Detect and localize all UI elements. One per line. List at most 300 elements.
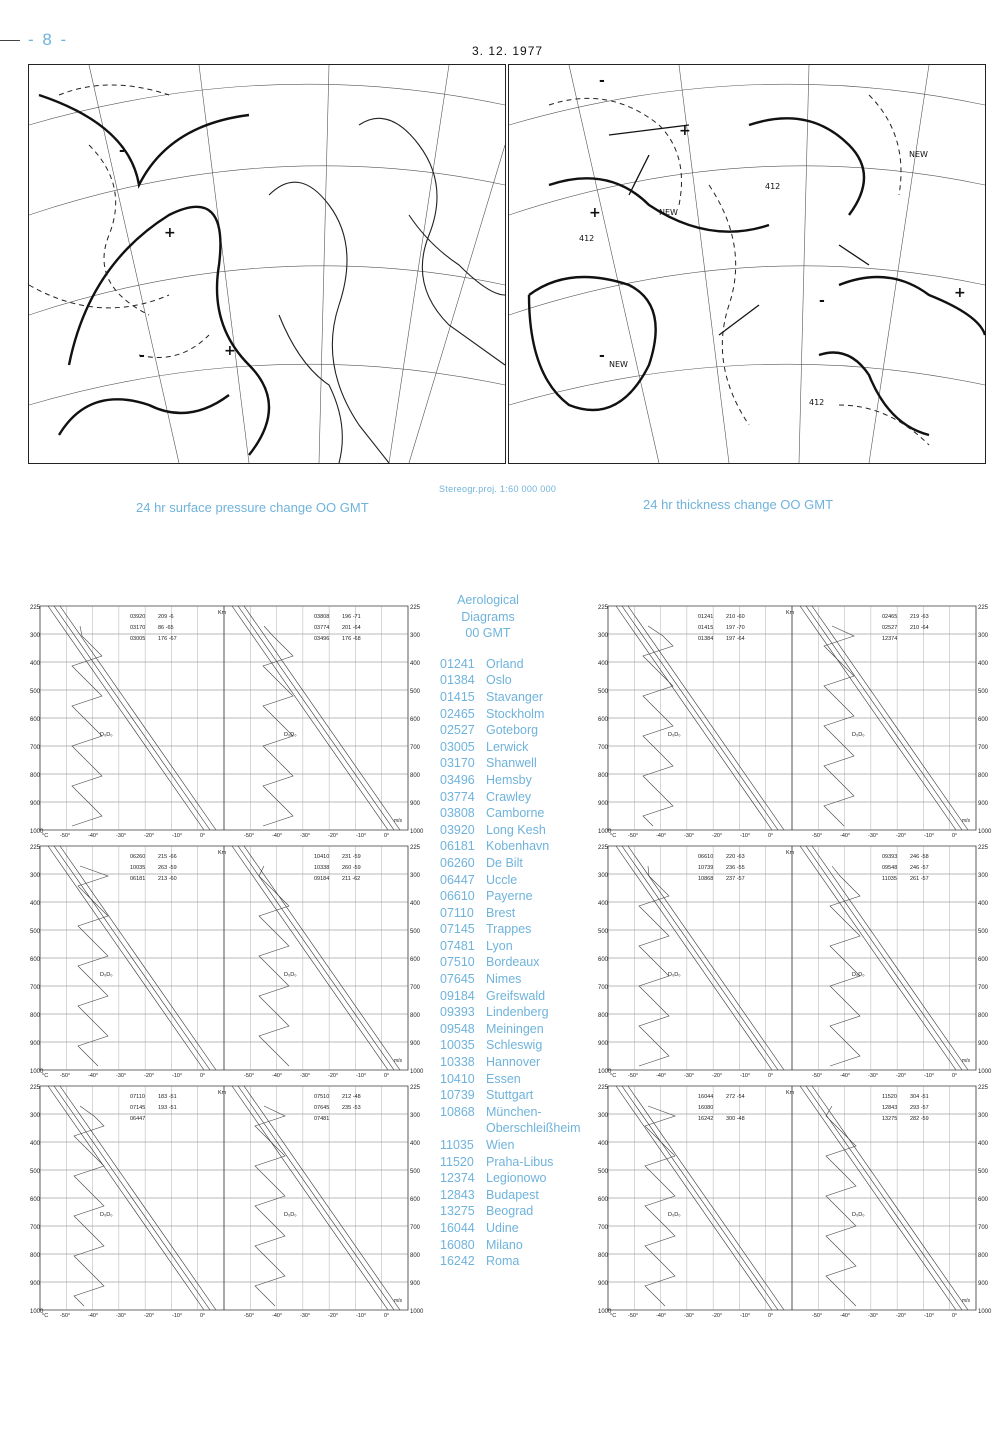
station-row <box>440 1187 590 1204</box>
station-row <box>440 938 590 955</box>
diagram-station-values: 201 -64 <box>342 625 361 631</box>
station-code: 12843 <box>440 1187 475 1202</box>
projection-note: Stereogr.proj. 1:60 000 000 <box>439 484 557 494</box>
pressure-level-label: 300 <box>410 633 421 639</box>
station-name: Stuttgart <box>486 1088 534 1103</box>
thickness-map-drawing <box>509 65 985 463</box>
pressure-level-label: 600 <box>978 957 989 963</box>
station-name: Roma <box>486 1254 520 1269</box>
temp-tick-label: -20° <box>328 1073 339 1079</box>
temp-tick-label: -10° <box>172 833 183 839</box>
temp-tick-label: -50° <box>244 1313 255 1319</box>
temp-tick-label: -20° <box>144 1313 155 1319</box>
pressure-level-label: 500 <box>978 929 989 935</box>
pressure-level-label: 800 <box>598 1253 609 1259</box>
iso-label-1: 412 <box>579 234 595 243</box>
diagram-station-code: 11035 <box>882 876 897 882</box>
diagram-station-code: 03920 <box>130 614 146 620</box>
temp-tick-label: 0° <box>200 833 206 839</box>
diagram-station-code: 07481 <box>314 1116 330 1122</box>
pressure-level-label: 1000 <box>30 1309 44 1315</box>
pressure-level-label: 800 <box>978 1253 989 1259</box>
temp-tick-label: -10° <box>740 833 751 839</box>
station-row <box>440 1087 590 1104</box>
diagram-station-values: 209 -6 <box>158 614 174 620</box>
station-row <box>440 954 590 971</box>
pressure-level-label: 400 <box>30 661 41 667</box>
station-name: De Bilt <box>486 855 523 870</box>
temp-tick-label: -30° <box>868 1073 879 1079</box>
station-name: Brest <box>486 905 516 920</box>
station-code: 02465 <box>440 706 475 721</box>
pressure-level-label: 600 <box>410 1197 421 1203</box>
pressure-level-label: 600 <box>598 957 609 963</box>
station-row <box>440 706 590 723</box>
pressure-level-label: 600 <box>410 957 421 963</box>
station-row <box>440 988 590 1005</box>
station-name: Stockholm <box>486 706 545 721</box>
temp-tick-label: -40° <box>840 833 851 839</box>
temp-tick-label: -40° <box>88 1073 99 1079</box>
pressure-level-label: 1000 <box>30 1069 44 1075</box>
pressure-level-label: 225 <box>30 1085 41 1091</box>
station-name: Essen <box>486 1071 521 1086</box>
diagram-station-code: 06181 <box>130 876 146 882</box>
station-code: 12374 <box>440 1171 475 1186</box>
pressure-level-label: 300 <box>30 633 41 639</box>
unit-c-label: °C <box>610 1313 617 1319</box>
station-code: 07110 <box>440 905 474 920</box>
pressure-level-label: 300 <box>30 873 41 879</box>
diagram-station-values: 210 -64 <box>910 625 929 631</box>
pressure-level-label: 225 <box>598 605 609 611</box>
temp-tick-label: 0° <box>768 1073 774 1079</box>
unit-ms-label: m/s <box>962 1298 971 1304</box>
diagram-station-code: 03496 <box>314 636 330 642</box>
station-code: 06260 <box>440 855 475 870</box>
diagram-station-code: 10868 <box>698 876 714 882</box>
station-code: 09548 <box>440 1021 475 1036</box>
station-code: 03170 <box>440 756 475 771</box>
temp-tick-label: -40° <box>840 1313 851 1319</box>
pressure-level-label: 800 <box>30 773 41 779</box>
station-name: Shanwell <box>486 756 537 771</box>
pressure-level-label: 500 <box>978 1169 989 1175</box>
pressure-level-label: 400 <box>978 901 989 907</box>
diagram-station-values: 219 -63 <box>910 614 929 620</box>
pressure-level-label: 600 <box>978 717 989 723</box>
diagram-station-code: 13275 <box>882 1116 898 1122</box>
diagram-station-values: 196 -71 <box>342 614 361 620</box>
station-row <box>440 755 590 772</box>
diagram-station-code: 09393 <box>882 854 898 860</box>
pressure-level-label: 900 <box>598 801 609 807</box>
pressure-level-label: 700 <box>410 745 421 751</box>
diagram-station-values: 211 -62 <box>342 876 361 882</box>
diagram-station-values: 193 -51 <box>158 1105 177 1111</box>
pressure-level-label: 225 <box>410 1085 421 1091</box>
station-row <box>440 1004 590 1021</box>
pressure-level-label: 600 <box>598 717 609 723</box>
pressure-level-label: 800 <box>598 773 609 779</box>
temp-tick-label: -40° <box>840 1073 851 1079</box>
station-name: Hemsby <box>486 772 532 787</box>
diagram-station-code: 12843 <box>882 1105 898 1111</box>
diagram-station-values: 220 -63 <box>726 854 745 860</box>
unit-km-label: Km <box>786 1090 795 1096</box>
unit-km-label: Km <box>218 850 227 856</box>
aerological-diagram-6 <box>598 1080 990 1318</box>
diagram-station-code: 01241 <box>698 614 714 620</box>
dd-label: D₀D₀ <box>668 1212 681 1218</box>
diagram-station-values: 260 -59 <box>342 865 361 871</box>
pressure-level-label: 800 <box>410 1013 421 1019</box>
diagram-station-values: 236 -55 <box>726 865 745 871</box>
pressure-level-label: 900 <box>30 1281 41 1287</box>
diagram-station-code: 01415 <box>698 625 714 631</box>
station-code: 01241 <box>440 656 475 671</box>
pressure-level-label: 500 <box>30 1169 41 1175</box>
diagram-station-code: 10410 <box>314 854 330 860</box>
station-row <box>440 789 590 806</box>
pressure-level-label: 400 <box>598 661 609 667</box>
diagram-station-code: 16242 <box>698 1116 714 1122</box>
pressure-level-label: 700 <box>30 745 41 751</box>
diagram-station-code: 09184 <box>314 876 330 882</box>
temp-tick-label: 0° <box>200 1313 206 1319</box>
unit-km-label: Km <box>786 850 795 856</box>
pressure-level-label: 400 <box>30 901 41 907</box>
svg-text:-: - <box>139 348 145 364</box>
diagram-station-code: 10338 <box>314 865 330 871</box>
diagram-station-values: 215 -66 <box>158 854 177 860</box>
pressure-level-label: 500 <box>30 929 41 935</box>
dd-label: D₀D₀ <box>852 972 865 978</box>
station-name: Bordeaux <box>486 955 540 970</box>
dd-label: D₀D₀ <box>100 972 113 978</box>
temp-tick-label: -40° <box>656 833 667 839</box>
station-name: Goteborg <box>486 723 539 738</box>
temp-tick-label: -30° <box>116 833 127 839</box>
station-code: 02527 <box>440 723 475 738</box>
station-name: Beograd <box>486 1204 534 1219</box>
station-row <box>440 656 590 673</box>
station-code: 01415 <box>440 689 475 704</box>
unit-c-label: °C <box>42 833 49 839</box>
temp-tick-label: 0° <box>952 833 958 839</box>
aerological-diagram-3 <box>30 840 422 1078</box>
pressure-level-label: 225 <box>410 605 421 611</box>
station-code: 09393 <box>440 1005 475 1020</box>
pressure-level-label: 1000 <box>410 829 424 835</box>
station-name: Payerne <box>486 889 533 904</box>
unit-ms-label: m/s <box>962 818 971 824</box>
temp-tick-label: 0° <box>952 1073 958 1079</box>
station-code <box>440 1120 486 1137</box>
temp-tick-label: -20° <box>712 1313 723 1319</box>
pressure-level-label: 500 <box>598 689 609 695</box>
station-name: Kobenhavn <box>486 839 550 854</box>
pressure-level-label: 900 <box>410 1041 421 1047</box>
station-code: 03808 <box>440 806 475 821</box>
pressure-level-label: 500 <box>598 929 609 935</box>
temp-tick-label: -30° <box>684 1073 695 1079</box>
station-code: 03496 <box>440 772 475 787</box>
thickness-change-map <box>508 64 986 464</box>
station-row <box>440 1237 590 1254</box>
station-row <box>440 1154 590 1171</box>
station-row <box>440 1054 590 1071</box>
temp-tick-label: -50° <box>60 1313 71 1319</box>
station-name: Budapest <box>486 1187 539 1202</box>
station-code: 06610 <box>440 889 475 904</box>
temp-tick-label: -20° <box>144 1073 155 1079</box>
station-name: Hannover <box>486 1055 541 1070</box>
station-row <box>440 1253 590 1270</box>
station-row <box>440 888 590 905</box>
temp-tick-label: -20° <box>896 1313 907 1319</box>
station-name: Praha-Libus <box>486 1154 554 1169</box>
svg-text:+: + <box>589 205 601 221</box>
temp-tick-label: 0° <box>200 1073 206 1079</box>
temp-tick-label: -30° <box>300 1073 311 1079</box>
svg-text:+: + <box>224 343 236 359</box>
temp-tick-label: 0° <box>768 833 774 839</box>
diagram-station-values: 237 -57 <box>726 876 745 882</box>
diagram-station-code: 03774 <box>314 625 330 631</box>
dd-label: D₀D₀ <box>100 1212 113 1218</box>
pressure-level-label: 800 <box>410 773 421 779</box>
dd-label: D₀D₀ <box>284 972 297 978</box>
temp-tick-label: -50° <box>812 833 823 839</box>
pressure-level-label: 400 <box>30 1141 41 1147</box>
pressure-level-label: 225 <box>598 1085 609 1091</box>
pressure-level-label: 300 <box>978 1113 989 1119</box>
pressure-level-label: 700 <box>978 985 989 991</box>
diagram-station-values: 261 -57 <box>910 876 929 882</box>
pressure-level-label: 300 <box>598 1113 609 1119</box>
pressure-level-label: 300 <box>598 873 609 879</box>
diagram-station-code: 09548 <box>882 865 898 871</box>
pressure-level-label: 700 <box>30 985 41 991</box>
temp-tick-label: -30° <box>300 833 311 839</box>
pressure-level-label: 700 <box>978 1225 989 1231</box>
unit-c-label: °C <box>42 1313 49 1319</box>
aerological-diagram-1 <box>30 600 422 838</box>
diagram-station-code: 06260 <box>130 854 146 860</box>
pressure-level-label: 1000 <box>978 1069 992 1075</box>
temp-tick-label: -20° <box>896 1073 907 1079</box>
temp-tick-label: 0° <box>384 833 390 839</box>
diagram-station-code: 07645 <box>314 1105 330 1111</box>
pressure-level-label: 500 <box>410 929 421 935</box>
pressure-level-label: 400 <box>410 661 421 667</box>
pressure-map-drawing <box>29 65 505 463</box>
diagram-station-values: 272 -54 <box>726 1094 745 1100</box>
station-row <box>440 1220 590 1237</box>
temp-tick-label: -10° <box>924 1313 935 1319</box>
station-code: 06181 <box>440 839 475 854</box>
new-label-2: NEW <box>659 208 678 217</box>
diagram-station-code: 16080 <box>698 1105 714 1111</box>
left-map-caption: 24 hr surface pressure change OO GMT <box>136 500 369 515</box>
station-name: Lerwick <box>486 739 529 754</box>
pressure-level-label: 900 <box>30 801 41 807</box>
pressure-level-label: 1000 <box>978 829 992 835</box>
diagram-station-code: 03005 <box>130 636 146 642</box>
diagram-station-code: 06610 <box>698 854 714 860</box>
diagram-station-code: 07145 <box>130 1105 146 1111</box>
temp-tick-label: -10° <box>740 1313 751 1319</box>
pressure-level-label: 800 <box>978 1013 989 1019</box>
station-row <box>440 805 590 822</box>
diagram-station-code: 02465 <box>882 614 898 620</box>
station-name: Oberschleißheim <box>486 1121 581 1136</box>
station-row <box>440 1071 590 1088</box>
surface-pressure-change-map <box>28 64 506 464</box>
station-name: Udine <box>486 1220 519 1235</box>
new-label-3: NEW <box>909 150 928 159</box>
dd-label: D₀D₀ <box>852 732 865 738</box>
unit-km-label: Km <box>218 610 227 616</box>
station-row <box>440 921 590 938</box>
svg-text:+: + <box>679 123 691 139</box>
pressure-level-label: 700 <box>410 1225 421 1231</box>
temp-tick-label: -40° <box>272 1313 283 1319</box>
temp-tick-label: -10° <box>172 1313 183 1319</box>
unit-ms-label: m/s <box>394 1298 403 1304</box>
unit-c-label: °C <box>610 833 617 839</box>
station-name: Meiningen <box>486 1021 544 1036</box>
diagram-station-code: 07510 <box>314 1094 330 1100</box>
pressure-level-label: 1000 <box>598 829 612 835</box>
pressure-level-label: 500 <box>30 689 41 695</box>
temp-tick-label: -20° <box>712 833 723 839</box>
pressure-level-label: 400 <box>978 661 989 667</box>
unit-c-label: °C <box>610 1073 617 1079</box>
station-name: Lyon <box>486 938 513 953</box>
pressure-level-label: 400 <box>410 901 421 907</box>
pressure-level-label: 800 <box>978 773 989 779</box>
temp-tick-label: -30° <box>868 833 879 839</box>
station-row <box>440 722 590 739</box>
station-code: 10338 <box>440 1055 475 1070</box>
pressure-level-label: 300 <box>598 633 609 639</box>
diagram-station-values: 300 -48 <box>726 1116 745 1122</box>
svg-text:+: + <box>164 225 176 241</box>
temp-tick-label: -10° <box>356 1313 367 1319</box>
station-row <box>440 1137 590 1154</box>
station-row <box>440 1203 590 1220</box>
temp-tick-label: -40° <box>656 1073 667 1079</box>
dd-label: D₀D₀ <box>100 732 113 738</box>
pressure-level-label: 400 <box>410 1141 421 1147</box>
station-list <box>440 656 590 1270</box>
diagram-station-code: 10035 <box>130 865 146 871</box>
temp-tick-label: -40° <box>88 833 99 839</box>
temp-tick-label: -40° <box>88 1313 99 1319</box>
legend-title-line3: 00 GMT <box>465 626 511 641</box>
pressure-level-label: 600 <box>30 1197 41 1203</box>
svg-text:-: - <box>819 293 825 309</box>
station-name: Orland <box>486 656 524 671</box>
aerological-diagram-2 <box>598 600 990 838</box>
station-name: Milano <box>486 1237 523 1252</box>
pressure-level-label: 1000 <box>598 1069 612 1075</box>
diagram-station-values: 210 -60 <box>726 614 745 620</box>
diagram-station-code: 10739 <box>698 865 714 871</box>
temp-tick-label: -30° <box>684 833 695 839</box>
temp-tick-label: -10° <box>356 833 367 839</box>
unit-ms-label: m/s <box>394 818 403 824</box>
diagram-station-values: 86 -65 <box>158 625 174 631</box>
pressure-level-label: 300 <box>410 873 421 879</box>
pressure-level-label: 1000 <box>410 1309 424 1315</box>
temp-tick-label: -10° <box>172 1073 183 1079</box>
temp-tick-label: -50° <box>244 833 255 839</box>
diagram-station-code: 07110 <box>130 1094 145 1100</box>
pressure-level-label: 600 <box>30 957 41 963</box>
pressure-level-label: 500 <box>410 1169 421 1175</box>
pressure-level-label: 800 <box>410 1253 421 1259</box>
temp-tick-label: -50° <box>244 1073 255 1079</box>
station-code: 03774 <box>440 789 475 804</box>
pressure-level-label: 1000 <box>410 1069 424 1075</box>
page-number: - 8 - <box>28 30 69 49</box>
aerological-diagram-4 <box>598 840 990 1078</box>
pressure-level-label: 300 <box>978 633 989 639</box>
temp-tick-label: -40° <box>272 1073 283 1079</box>
temp-tick-label: -30° <box>116 1313 127 1319</box>
station-code: 10739 <box>440 1088 475 1103</box>
svg-text:-: - <box>119 143 125 159</box>
temp-tick-label: -50° <box>628 1073 639 1079</box>
diagram-station-values: 293 -57 <box>910 1105 929 1111</box>
temp-tick-label: -30° <box>868 1313 879 1319</box>
temp-tick-label: -40° <box>656 1313 667 1319</box>
station-row <box>440 689 590 706</box>
station-row <box>440 739 590 756</box>
dd-label: D₀D₀ <box>284 732 297 738</box>
new-label-1: NEW <box>609 360 628 369</box>
station-code: 07145 <box>440 922 475 937</box>
temp-tick-label: -50° <box>812 1073 823 1079</box>
pressure-level-label: 900 <box>30 1041 41 1047</box>
diagram-station-code: 01384 <box>698 636 714 642</box>
pressure-level-label: 400 <box>978 1141 989 1147</box>
station-row <box>440 872 590 889</box>
iso-label-2: 412 <box>765 182 781 191</box>
station-row <box>440 971 590 988</box>
station-code: 16080 <box>440 1237 475 1252</box>
station-name: Wien <box>486 1138 515 1152</box>
aerological-legend <box>440 592 590 1270</box>
station-name: Lindenberg <box>486 1005 549 1020</box>
station-code: 10868 <box>440 1104 475 1119</box>
diagram-station-values: 197 -70 <box>726 625 745 631</box>
temp-tick-label: -20° <box>328 833 339 839</box>
pressure-level-label: 500 <box>410 689 421 695</box>
diagram-station-values: 176 -68 <box>342 636 361 642</box>
pressure-level-label: 600 <box>30 717 41 723</box>
temp-tick-label: -10° <box>924 833 935 839</box>
station-name: Legionowo <box>486 1171 547 1186</box>
right-map-caption: 24 hr thickness change OO GMT <box>643 497 834 512</box>
pressure-level-label: 700 <box>598 745 609 751</box>
dd-label: D₀D₀ <box>852 1212 865 1218</box>
svg-text:+: + <box>954 285 966 301</box>
unit-km-label: Km <box>786 610 795 616</box>
